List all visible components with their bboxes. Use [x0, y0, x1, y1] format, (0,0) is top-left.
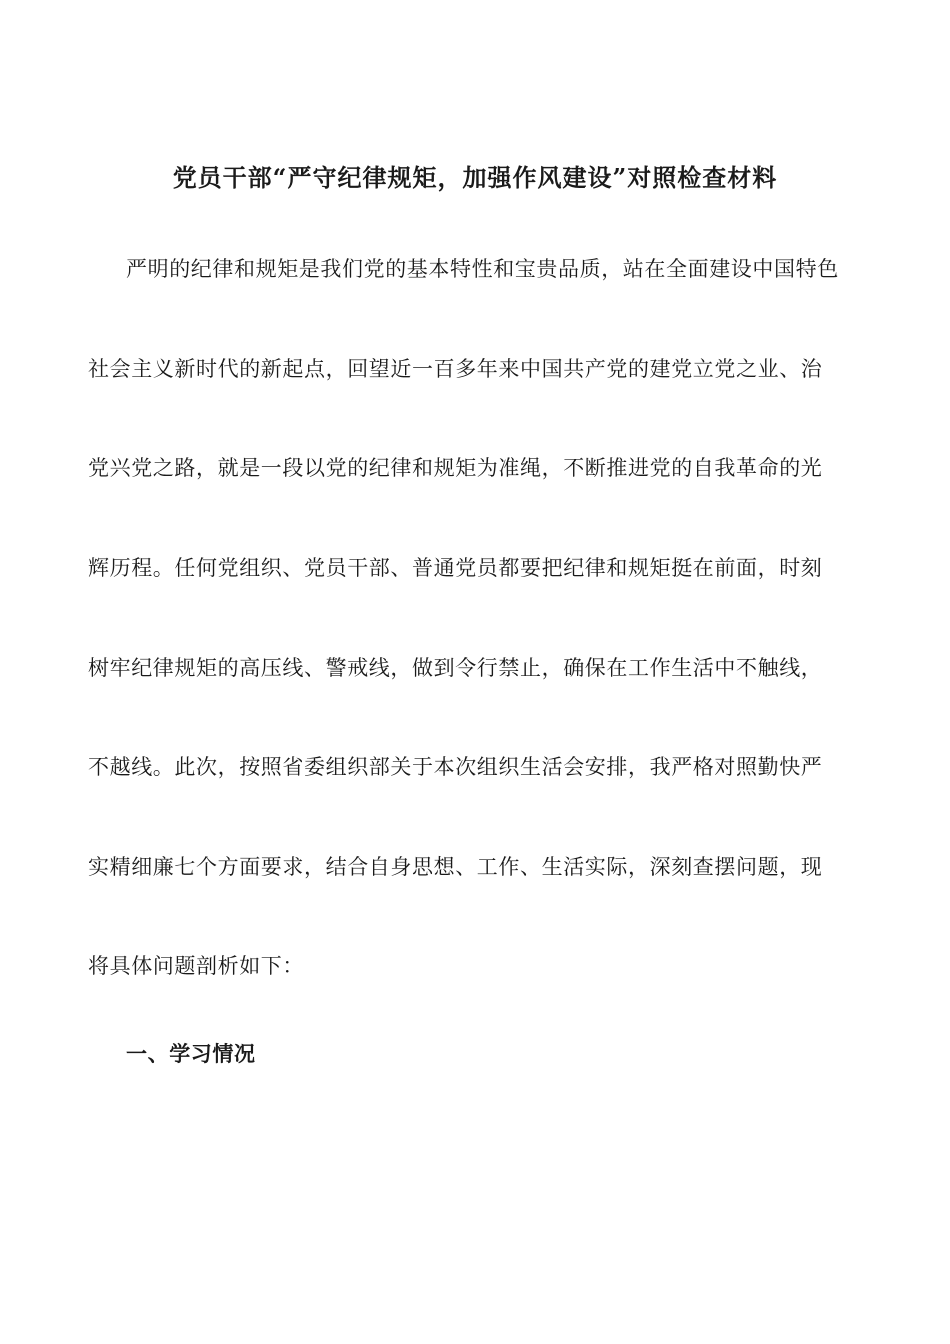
paragraph-line-5: 树牢纪律规矩的高压线、警戒线，做到令行禁止，确保在工作生活中不触线， — [88, 656, 823, 680]
paragraph-line-7: 实精细廉七个方面要求，结合自身思想、工作、生活实际，深刻查摆问题，现 — [88, 855, 823, 879]
document-title: 党员干部“严守纪律规矩，加强作风建设”对照检查材料 — [172, 163, 778, 192]
paragraph-line-2: 社会主义新时代的新起点，回望近一百多年来中国共产党的建党立党之业、治 — [88, 357, 823, 381]
paragraph-line-4: 辉历程。任何党组织、党员干部、普通党员都要把纪律和规矩挺在前面，时刻 — [88, 556, 823, 580]
paragraph-line-3: 党兴党之路，就是一段以党的纪律和规矩为准绳，不断推进党的自我革命的光 — [88, 456, 823, 480]
paragraph-line-6: 不越线。此次，按照省委组织部关于本次组织生活会安排，我严格对照勤快严 — [88, 755, 823, 779]
section-heading: 一、学习情况 — [126, 1041, 256, 1066]
paragraph-line-8: 将具体问题剖析如下： — [88, 954, 304, 978]
paragraph-line-1: 严明的纪律和规矩是我们党的基本特性和宝贵品质，站在全面建设中国特色 — [126, 257, 839, 281]
